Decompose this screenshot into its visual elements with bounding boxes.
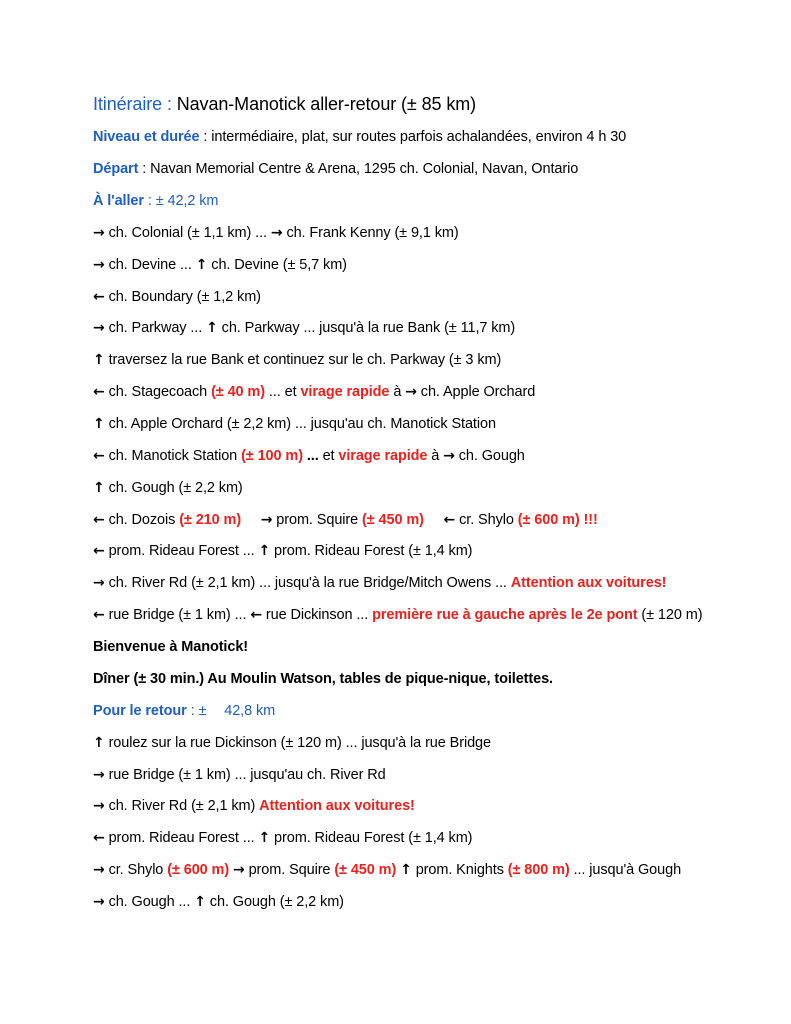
- arrow-up-icon: ↑: [400, 862, 412, 878]
- arrow-right-icon: →: [93, 257, 105, 273]
- arrow-right-icon: →: [93, 575, 105, 591]
- arrow-left-icon: ←: [93, 448, 105, 464]
- arrow-right-icon: →: [93, 862, 105, 878]
- arrow-left-icon: ←: [250, 607, 262, 623]
- arrow-up-icon: ↑: [93, 416, 105, 432]
- step-12: → ch. River Rd (± 2,1 km) ... jusqu'à la rue Bridge/Mitch Owens ... Attention aux voitures!: [93, 575, 667, 591]
- return-step-4: ← prom. Rideau Forest ... ↑ prom. Rideau Forest (± 1,4 km): [93, 830, 473, 846]
- depart-line: Départ : Navan Memorial Centre & Arena, 1295 ch. Colonial, Navan, Ontario: [93, 161, 579, 177]
- page-title: Itinéraire : Navan-Manotick aller-retour (± 85 km): [93, 94, 477, 114]
- arrow-up-icon: ↑: [93, 352, 105, 368]
- arrow-right-icon: →: [270, 225, 283, 241]
- arrow-left-icon: ←: [93, 384, 105, 400]
- arrow-right-icon: →: [233, 862, 245, 878]
- return-step-3: → ch. River Rd (± 2,1 km) Attention aux voitures!: [93, 798, 415, 814]
- return-step-5: → cr. Shylo (± 600 m) → prom. Squire (± 450 m) ↑ prom. Knights (± 800 m) ... jusqu'à Gough: [93, 862, 682, 878]
- step-5: ↑ traversez la rue Bank et continuez sur le ch. Parkway (± 3 km): [93, 352, 502, 368]
- return-step-1: ↑ roulez sur la rue Dickinson (± 120 m) ... jusqu'à la rue Bridge: [93, 735, 491, 751]
- arrow-left-icon: ←: [93, 543, 105, 559]
- step-9: ↑ ch. Gough (± 2,2 km): [93, 480, 243, 496]
- arrow-right-icon: →: [93, 798, 105, 814]
- arrow-left-icon: ←: [443, 512, 456, 528]
- step-8: ← ch. Manotick Station (± 100 m) ... et virage rapide à → ch. Gough: [93, 448, 525, 464]
- arrow-up-icon: ↑: [93, 480, 105, 496]
- arrow-left-icon: ←: [93, 512, 105, 528]
- step-7: ↑ ch. Apple Orchard (± 2,2 km) ... jusqu'au ch. Manotick Station: [93, 416, 496, 432]
- arrow-up-icon: ↑: [93, 735, 105, 751]
- step-13: ← rue Bridge (± 1 km) ... ← rue Dickinson ... première rue à gauche après le 2e pont (± 120 m): [93, 607, 703, 623]
- arrow-right-icon: →: [443, 448, 455, 464]
- arrow-up-icon: ↑: [195, 257, 208, 273]
- arrow-up-icon: ↑: [206, 320, 218, 336]
- arrow-right-icon: →: [93, 894, 105, 910]
- arrow-left-icon: ←: [93, 607, 105, 623]
- step-10: ← ch. Dozois (± 210 m) → prom. Squire (± 450 m) ← cr. Shylo (± 600 m) !!!: [93, 512, 598, 528]
- step-4: → ch. Parkway ... ↑ ch. Parkway ... jusqu'à la rue Bank (± 11,7 km): [93, 320, 516, 336]
- arrow-up-icon: ↑: [194, 894, 206, 910]
- step-1: → ch. Colonial (± 1,1 km) ... → ch. Frank Kenny (± 9,1 km): [93, 225, 459, 241]
- arrow-up-icon: ↑: [258, 543, 271, 559]
- step-3: ← ch. Boundary (± 1,2 km): [93, 289, 261, 305]
- bienvenue-line: Bienvenue à Manotick!: [93, 639, 249, 655]
- arrow-right-icon: →: [93, 767, 105, 783]
- arrow-right-icon: →: [260, 512, 273, 528]
- arrow-right-icon: →: [405, 384, 417, 400]
- step-2: → ch. Devine ... ↑ ch. Devine (± 5,7 km): [93, 257, 347, 273]
- arrow-up-icon: ↑: [258, 830, 271, 846]
- aller-line: À l'aller : ± 42,2 km: [93, 193, 219, 209]
- arrow-left-icon: ←: [93, 830, 105, 846]
- step-11: ← prom. Rideau Forest ... ↑ prom. Rideau Forest (± 1,4 km): [93, 543, 473, 559]
- niveau-line: Niveau et durée : intermédiaire, plat, sur routes parfois achalandées, environ 4 h 30: [93, 129, 627, 145]
- retour-line: Pour le retour : ± 42,8 km: [93, 703, 276, 719]
- return-step-2: → rue Bridge (± 1 km) ... jusqu'au ch. River Rd: [93, 767, 386, 783]
- arrow-right-icon: →: [93, 320, 105, 336]
- arrow-left-icon: ←: [93, 289, 105, 305]
- diner-line: Dîner (± 30 min.) Au Moulin Watson, tables de pique-nique, toilettes.: [93, 671, 553, 687]
- arrow-right-icon: →: [93, 225, 105, 241]
- step-6: ← ch. Stagecoach (± 40 m) ... et virage rapide à → ch. Apple Orchard: [93, 384, 536, 400]
- return-step-6: → ch. Gough ... ↑ ch. Gough (± 2,2 km): [93, 894, 344, 910]
